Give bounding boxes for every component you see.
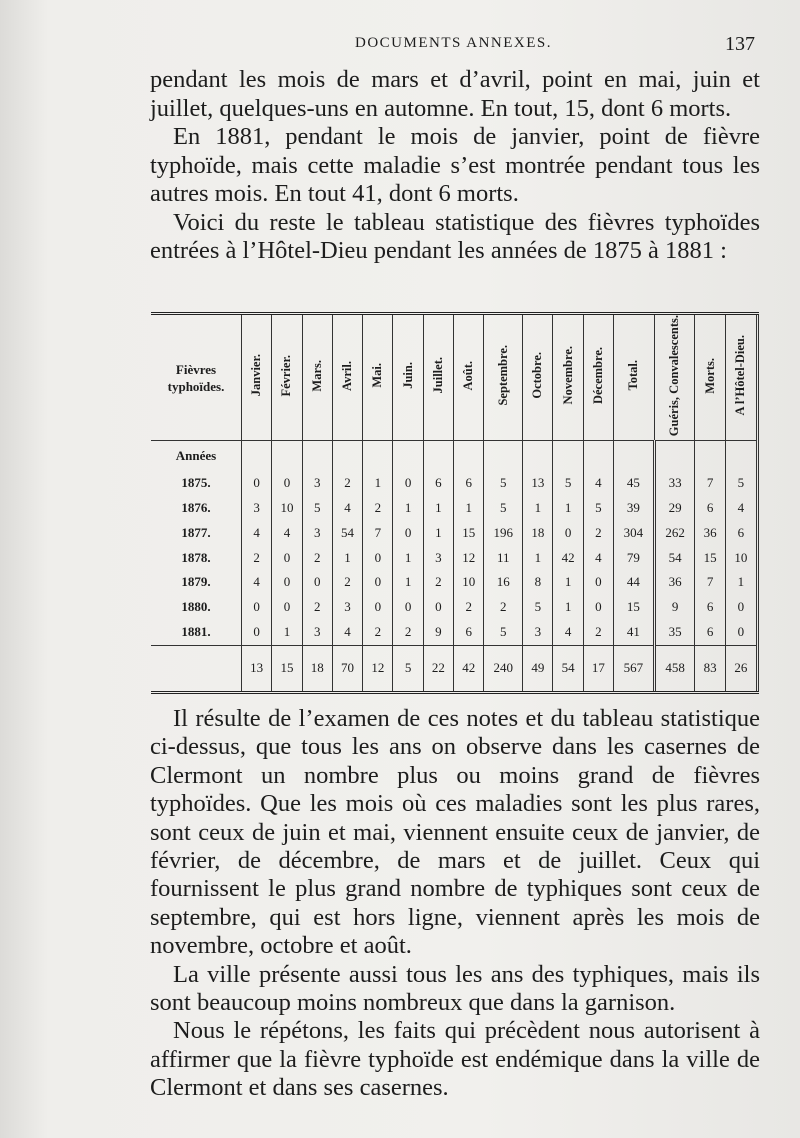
running-title: DOCUMENTS ANNEXES. [355,35,553,51]
total-cell: 13 [242,645,272,691]
typhoid-table [151,315,759,691]
value-cell: 15 [454,520,484,545]
value-cell: 4 [272,520,302,545]
value-cell: 2 [302,545,332,570]
value-cell: 6 [454,471,484,496]
value-cell: 39 [614,495,655,520]
page-header [150,33,755,57]
value-cell: 2 [454,595,484,620]
value-cell: 3 [523,620,553,645]
value-cell: 4 [332,620,362,645]
empty-cell [423,441,453,471]
column-header [553,315,583,441]
value-cell: 10 [272,495,302,520]
value-cell: 2 [363,495,393,520]
value-cell: 1 [553,595,583,620]
value-cell: 2 [484,595,523,620]
value-cell: 2 [583,520,613,545]
value-cell: 4 [583,545,613,570]
year-cell: 1876. [181,499,211,515]
year-cell: 1881. [181,624,211,640]
value-cell: 54 [332,520,362,545]
column-header-label: Janvier. [249,354,264,397]
column-header-label: Avril. [340,360,355,391]
value-cell: 0 [423,595,453,620]
column-header-label: Septembre. [495,345,510,406]
total-cell: 12 [363,645,393,691]
value-cell: 6 [695,620,725,645]
value-cell: 1 [523,545,553,570]
value-cell: 5 [484,495,523,520]
total-cell: 54 [553,645,583,691]
column-header [302,315,332,441]
value-cell: 0 [363,545,393,570]
empty-cell [151,645,242,691]
value-cell: 6 [695,495,725,520]
value-cell: 4 [242,570,272,595]
column-header-label: Guéris, Convalescents. [667,315,682,437]
value-cell: 0 [302,570,332,595]
column-header [423,315,453,441]
total-cell: 240 [484,645,523,691]
value-cell: 1 [725,570,757,595]
value-cell: 36 [654,570,695,595]
value-cell: 0 [242,595,272,620]
value-cell: 1 [553,495,583,520]
value-cell: 304 [614,520,655,545]
value-cell: 7 [695,570,725,595]
value-cell: 1 [423,520,453,545]
year-cell: 1877. [181,524,211,540]
value-cell: 6 [695,595,725,620]
paragraph: Voici du reste le tableau statistique des fièvres typhoïdes entrées à l’Hôtel-Dieu pendant les années de 1875 à 1881 : [150,208,760,264]
column-header-label: Mars. [309,359,324,392]
column-header-label: A l’Hôtel-Dieu. [733,335,748,416]
value-cell: 0 [272,471,302,496]
column-header [242,315,272,441]
empty-cell [332,441,362,471]
value-cell: 3 [302,620,332,645]
value-cell: 6 [725,520,757,545]
empty-cell [695,441,725,471]
value-cell: 10 [725,545,757,570]
total-cell: 49 [523,645,553,691]
value-cell: 2 [242,545,272,570]
empty-cell [484,441,523,471]
value-cell: 5 [553,471,583,496]
table-header-row [151,315,758,441]
value-cell: 0 [725,595,757,620]
value-cell: 36 [695,520,725,545]
value-cell: 0 [583,570,613,595]
total-cell: 15 [272,645,302,691]
value-cell: 0 [242,471,272,496]
totals-row [151,645,758,691]
table-row [151,545,758,570]
value-cell: 3 [302,520,332,545]
value-cell: 2 [363,620,393,645]
value-cell: 0 [393,471,423,496]
value-cell: 44 [614,570,655,595]
value-cell: 3 [423,545,453,570]
value-cell: 0 [363,570,393,595]
value-cell: 0 [393,520,423,545]
years-label: Années [175,447,217,463]
total-cell: 22 [423,645,453,691]
value-cell: 2 [423,570,453,595]
value-cell: 9 [423,620,453,645]
empty-cell [583,441,613,471]
page-number: 137 [725,33,755,55]
column-header-label: Août. [461,360,476,391]
value-cell: 2 [583,620,613,645]
value-cell: 1 [393,545,423,570]
value-cell: 4 [553,620,583,645]
column-header [272,315,302,441]
value-cell: 41 [614,620,655,645]
column-header-label: Juillet. [430,357,445,394]
value-cell: 3 [242,495,272,520]
table-row [151,471,758,496]
value-cell: 0 [242,620,272,645]
value-cell: 0 [583,595,613,620]
value-cell: 3 [302,471,332,496]
value-cell: 5 [583,495,613,520]
empty-cell [272,441,302,471]
column-header-label: Juin. [400,362,415,389]
value-cell: 29 [654,495,695,520]
column-header-label: Février. [279,354,294,397]
value-cell: 5 [484,471,523,496]
column-header-label: Mai. [370,363,385,388]
value-cell: 1 [553,570,583,595]
empty-cell [654,441,695,471]
total-cell: 567 [614,645,655,691]
corner-label [151,315,242,441]
value-cell: 42 [553,545,583,570]
value-cell: 2 [332,471,362,496]
value-cell: 1 [454,495,484,520]
column-header-label: Total. [626,360,641,391]
years-label-row [151,441,758,471]
total-cell: 17 [583,645,613,691]
value-cell: 196 [484,520,523,545]
value-cell: 13 [523,471,553,496]
empty-cell [523,441,553,471]
value-cell: 6 [423,471,453,496]
value-cell: 0 [553,520,583,545]
total-cell: 458 [654,645,695,691]
year-cell: 1875. [181,475,211,491]
value-cell: 33 [654,471,695,496]
year-cell: 1880. [181,599,211,615]
paragraph: La ville présente aussi tous les ans des typhiques, mais ils sont beaucoup moins nombreux que dans la garnison. [150,960,760,1017]
column-header [583,315,613,441]
column-header-label: Novembre. [560,346,575,405]
total-cell: 18 [302,645,332,691]
column-header-label: Octobre. [530,352,545,399]
value-cell: 10 [454,570,484,595]
value-cell: 79 [614,545,655,570]
value-cell: 4 [725,495,757,520]
value-cell: 45 [614,471,655,496]
value-cell: 2 [302,595,332,620]
value-cell: 0 [725,620,757,645]
column-header [695,315,725,441]
column-header [454,315,484,441]
empty-cell [454,441,484,471]
value-cell: 18 [523,520,553,545]
value-cell: 0 [272,545,302,570]
year-cell: 1878. [181,549,211,565]
column-header-label: Décembre. [590,347,605,405]
empty-cell [553,441,583,471]
total-cell: 42 [454,645,484,691]
total-cell: 5 [393,645,423,691]
column-header [654,315,695,441]
paragraph: Nous le répétons, les faits qui précèdent nous autorisent à affirmer que la fièvre typhoïde est endémique dans la ville de Clermont et dans ses casernes. [150,1017,760,1102]
value-cell: 5 [302,495,332,520]
empty-cell [302,441,332,471]
empty-cell [614,441,655,471]
value-cell: 7 [695,471,725,496]
value-cell: 1 [272,620,302,645]
value-cell: 4 [583,471,613,496]
value-cell: 7 [363,520,393,545]
value-cell: 0 [272,595,302,620]
value-cell: 54 [654,545,695,570]
column-header [393,315,423,441]
value-cell: 1 [332,545,362,570]
total-cell: 70 [332,645,362,691]
value-cell: 2 [332,570,362,595]
empty-cell [242,441,272,471]
table-row [151,595,758,620]
empty-cell [725,441,757,471]
value-cell: 0 [272,570,302,595]
column-header [614,315,655,441]
total-cell: 26 [725,645,757,691]
column-header [484,315,523,441]
value-cell: 3 [332,595,362,620]
value-cell: 0 [363,595,393,620]
value-cell: 16 [484,570,523,595]
statistics-table [151,312,759,694]
value-cell: 262 [654,520,695,545]
value-cell: 1 [423,495,453,520]
value-cell: 6 [454,620,484,645]
column-header [725,315,757,441]
value-cell: 4 [242,520,272,545]
column-header-label: Morts. [702,357,717,394]
corner-label-line: typhoïdes. [167,378,225,394]
year-cell: 1879. [181,574,211,590]
value-cell: 15 [614,595,655,620]
value-cell: 4 [332,495,362,520]
value-cell: 9 [654,595,695,620]
table-row [151,495,758,520]
value-cell: 5 [523,595,553,620]
empty-cell [363,441,393,471]
total-cell: 83 [695,645,725,691]
column-header [523,315,553,441]
empty-cell [393,441,423,471]
table-row [151,620,758,645]
column-header [332,315,362,441]
bottom-text-block [150,705,760,1103]
value-cell: 1 [393,495,423,520]
value-cell: 1 [523,495,553,520]
value-cell: 1 [393,570,423,595]
value-cell: 8 [523,570,553,595]
paragraph: pendant les mois de mars et d’avril, point en mai, juin et juillet, quelques-uns en automne. En tout, 15, dont 6 morts. [150,66,760,122]
column-header [363,315,393,441]
table-row [151,570,758,595]
corner-label-line: Fièvres [175,361,217,377]
value-cell: 0 [393,595,423,620]
value-cell: 11 [484,545,523,570]
table-row [151,520,758,545]
value-cell: 2 [393,620,423,645]
paragraph: Il résulte de l’examen de ces notes et du tableau statistique ci-dessus, que tous les ans on observe dans les casernes de Clermont un nombre plus ou moins grand de fièvres typhoïdes. Que les mois où ces maladies sont les plus rares, sont ceux de juin et mai, viennent ensuite ceux de janvier, de février, de décembre, de mars et de juillet. Ceux qui fournissent le plus grand nombre de typhiques sont ceux de septembre, qui est hors ligne, viennent après les mois de novembre, octobre et août. [150,705,760,960]
value-cell: 1 [363,471,393,496]
value-cell: 5 [484,620,523,645]
value-cell: 35 [654,620,695,645]
value-cell: 15 [695,545,725,570]
value-cell: 12 [454,545,484,570]
paragraph: En 1881, pendant le mois de janvier, point de fièvre typhoïde, mais cette maladie s’est montrée pendant tous les autres mois. En tout 41, dont 6 morts. [150,123,760,207]
value-cell: 5 [725,471,757,496]
top-text-block [150,66,760,266]
